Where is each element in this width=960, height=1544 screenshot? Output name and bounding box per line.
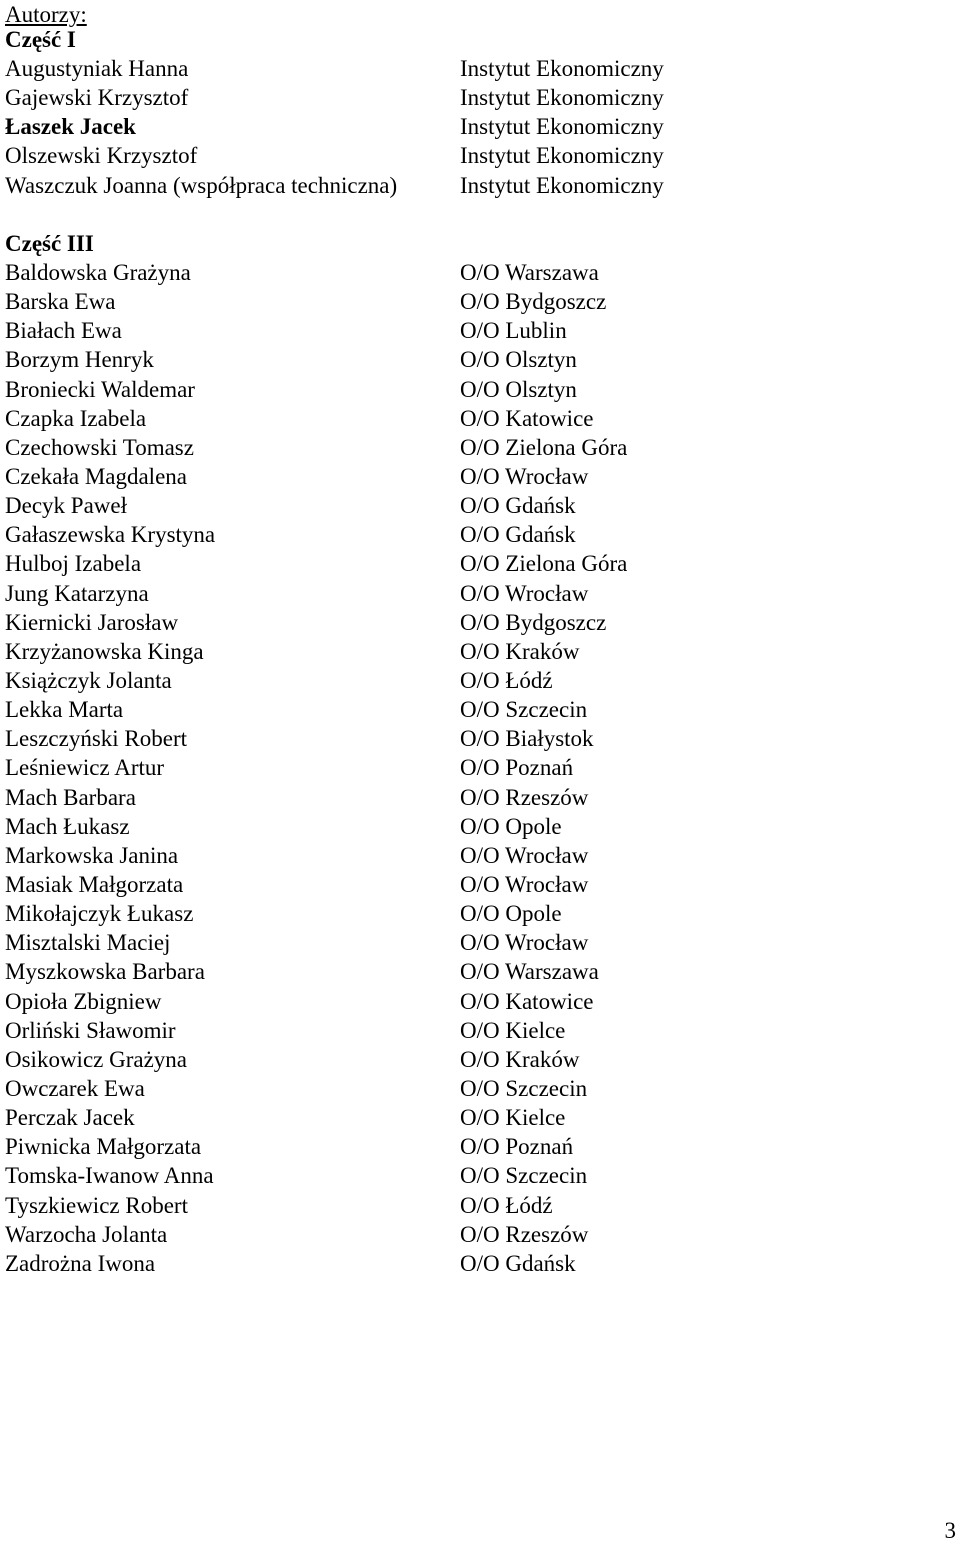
author-row	[0, 462, 960, 491]
author-name: Perczak Jacek	[5, 1105, 135, 1131]
author-row	[0, 520, 960, 549]
author-row	[0, 899, 960, 928]
author-name: Barska Ewa	[5, 289, 116, 315]
author-row	[0, 404, 960, 433]
author-affiliation: O/O Gdańsk	[460, 522, 576, 548]
author-affiliation: O/O Szczecin	[460, 697, 588, 723]
author-affiliation: O/O Kielce	[460, 1017, 566, 1043]
author-affiliation: O/O Łódź	[460, 667, 553, 693]
author-row	[0, 957, 960, 986]
author-name: Misztalski Maciej	[5, 930, 171, 956]
author-name: Warzocha Jolanta	[5, 1221, 168, 1247]
author-row	[0, 1103, 960, 1132]
author-affiliation: O/O Gdańsk	[460, 1250, 576, 1276]
author-affiliation: O/O Zielona Góra	[460, 434, 628, 460]
author-affiliation: O/O Poznań	[460, 1134, 574, 1160]
author-affiliation: O/O Opole	[460, 901, 562, 927]
author-affiliation: O/O Warszawa	[460, 260, 599, 285]
author-name: Czechowski Tomasz	[5, 434, 194, 460]
author-affiliation: O/O Rzeszów	[460, 1221, 589, 1247]
author-affiliation: O/O Wrocław	[460, 871, 589, 897]
author-row	[0, 54, 960, 83]
author-name: Łaszek Jacek	[5, 114, 136, 140]
author-row	[0, 870, 960, 899]
author-affiliation: Instytut Ekonomiczny	[460, 85, 664, 111]
author-affiliation: O/O Wrocław	[460, 930, 589, 956]
author-row	[0, 987, 960, 1016]
author-affiliation: O/O Zielona Góra	[460, 551, 628, 577]
author-name: Broniecki Waldemar	[5, 376, 195, 402]
author-row	[0, 841, 960, 870]
author-name: Krzyżanowska Kinga	[5, 638, 204, 664]
author-row	[0, 375, 960, 404]
author-affiliation: O/O Wrocław	[460, 580, 589, 606]
author-row	[0, 1161, 960, 1190]
author-affiliation: O/O Gdańsk	[460, 493, 576, 519]
author-row	[0, 579, 960, 608]
author-name: Waszczuk Joanna (współpraca techniczna)	[5, 172, 398, 198]
part-1-author-list	[0, 54, 960, 200]
author-row	[0, 171, 960, 200]
author-name: Piwnicka Małgorzata	[5, 1134, 202, 1160]
author-name: Leszczyński Robert	[5, 726, 188, 752]
author-name: Mach Barbara	[5, 784, 136, 810]
author-affiliation: O/O Wrocław	[460, 842, 589, 868]
author-affiliation: O/O Kraków	[460, 638, 580, 664]
author-row	[0, 1249, 960, 1278]
author-row	[0, 316, 960, 345]
author-name: Zadrożna Iwona	[5, 1250, 156, 1276]
part-1-title: Część I	[5, 27, 76, 52]
author-row	[0, 637, 960, 666]
author-affiliation: O/O Katowice	[460, 405, 594, 431]
author-name: Książczyk Jolanta	[5, 667, 172, 693]
author-row	[0, 1191, 960, 1220]
author-affiliation: Instytut Ekonomiczny	[460, 114, 664, 140]
author-row	[0, 112, 960, 141]
author-row	[0, 1220, 960, 1249]
author-row	[0, 608, 960, 637]
author-row	[0, 1045, 960, 1074]
author-affiliation: O/O Łódź	[460, 1192, 553, 1218]
author-row	[0, 287, 960, 316]
author-name: Baldowska Grażyna	[5, 260, 191, 285]
part-3-author-list	[0, 258, 960, 1278]
author-name: Opioła Zbigniew	[5, 988, 162, 1014]
author-row	[0, 812, 960, 841]
author-row	[0, 433, 960, 462]
author-name: Decyk Paweł	[5, 493, 127, 519]
author-affiliation: O/O Katowice	[460, 988, 594, 1014]
author-affiliation: O/O Wrocław	[460, 463, 589, 489]
author-row	[0, 258, 960, 287]
author-name: Czekała Magdalena	[5, 463, 187, 489]
author-name: Orliński Sławomir	[5, 1017, 176, 1043]
author-name: Owczarek Ewa	[5, 1075, 145, 1101]
author-row	[0, 783, 960, 812]
author-name: Lekka Marta	[5, 697, 124, 723]
author-affiliation: Instytut Ekonomiczny	[460, 143, 664, 169]
author-affiliation: Instytut Ekonomiczny	[460, 56, 664, 81]
author-affiliation: O/O Warszawa	[460, 959, 599, 985]
author-name: Gajewski Krzysztof	[5, 85, 189, 111]
author-affiliation: O/O Bydgoszcz	[460, 289, 607, 315]
author-name: Tomska-Iwanow Anna	[5, 1163, 214, 1189]
author-affiliation: O/O Lublin	[460, 318, 567, 344]
author-name: Hulboj Izabela	[5, 551, 142, 577]
author-name: Gałaszewska Krystyna	[5, 522, 216, 548]
author-name: Mikołajczyk Łukasz	[5, 901, 194, 927]
author-affiliation: Instytut Ekonomiczny	[460, 172, 664, 198]
author-row	[0, 141, 960, 170]
author-affiliation: O/O Szczecin	[460, 1075, 588, 1101]
author-row	[0, 549, 960, 578]
author-affiliation: O/O Bydgoszcz	[460, 609, 607, 635]
author-row	[0, 666, 960, 695]
author-name: Leśniewicz Artur	[5, 755, 165, 781]
author-name: Jung Katarzyna	[5, 580, 149, 606]
authors-heading: Autorzy:	[5, 2, 87, 27]
author-name: Czapka Izabela	[5, 405, 147, 431]
page-number: 3	[944, 1518, 956, 1543]
author-row	[0, 753, 960, 782]
author-name: Markowska Janina	[5, 842, 179, 868]
author-affiliation: O/O Szczecin	[460, 1163, 588, 1189]
author-row	[0, 83, 960, 112]
author-affiliation: O/O Białystok	[460, 726, 594, 752]
author-affiliation: O/O Poznań	[460, 755, 574, 781]
author-name: Osikowicz Grażyna	[5, 1046, 188, 1072]
author-name: Kiernicki Jarosław	[5, 609, 179, 635]
author-name: Masiak Małgorzata	[5, 871, 184, 897]
author-name: Białach Ewa	[5, 318, 122, 344]
author-row	[0, 928, 960, 957]
author-affiliation: O/O Olsztyn	[460, 347, 577, 373]
author-name: Augustyniak Hanna	[5, 56, 189, 81]
author-row	[0, 724, 960, 753]
author-row	[0, 1016, 960, 1045]
author-name: Borzym Henryk	[5, 347, 154, 373]
author-affiliation: O/O Kielce	[460, 1105, 566, 1131]
author-row	[0, 1132, 960, 1161]
author-affiliation: O/O Olsztyn	[460, 376, 577, 402]
author-name: Tyszkiewicz Robert	[5, 1192, 188, 1218]
author-row	[0, 1074, 960, 1103]
author-row	[0, 345, 960, 374]
author-affiliation: O/O Rzeszów	[460, 784, 589, 810]
author-name: Myszkowska Barbara	[5, 959, 205, 985]
author-affiliation: O/O Opole	[460, 813, 562, 839]
author-name: Mach Łukasz	[5, 813, 130, 839]
part-3-title: Część III	[5, 231, 94, 256]
author-row	[0, 491, 960, 520]
author-row	[0, 695, 960, 724]
author-affiliation: O/O Kraków	[460, 1046, 580, 1072]
author-name: Olszewski Krzysztof	[5, 143, 198, 169]
